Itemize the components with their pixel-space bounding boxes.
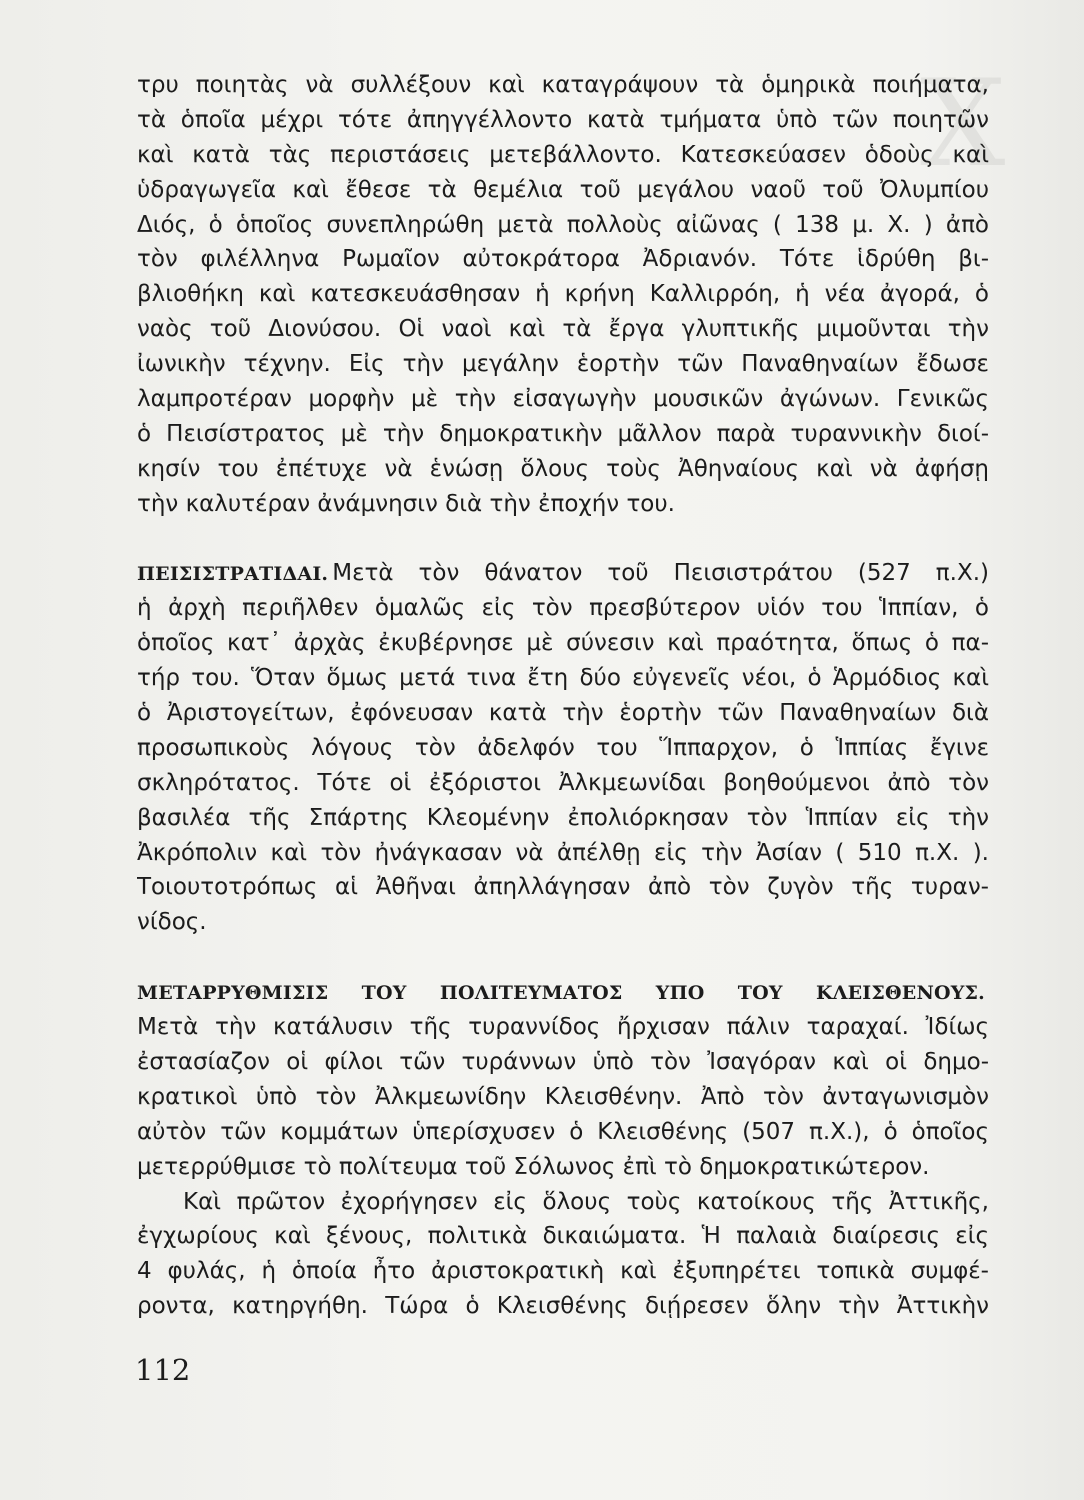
text-line: βλιοθήκη καὶ κατεσκευάσθησαν ἡ κρήνη Καλλιρρόη, ἡ νέα ἀγορά, ὁ [137, 281, 989, 308]
text-line: ἐγχωρίους καὶ ξένους, πολιτικὰ δικαιώματα. Ἡ παλαιὰ διαίρεσις εἰς [137, 1223, 989, 1250]
text-line: τὸν φιλέλληνα Ρωμαῖον αὐτοκράτορα Ἀδριανόν. Τότε ἱδρύθη βι- [137, 246, 989, 273]
text-line: κησίν του ἐπέτυχε νὰ ἑνώσῃ ὅλους τοὺς Ἀθηναίους καὶ νὰ ἀφήσῃ [137, 455, 989, 482]
text-line: ὁποῖος κατ᾽ ἀρχὰς ἐκυβέρνησε μὲ σύνεσιν καὶ πραότητα, ὅπως ὁ πα- [137, 630, 989, 657]
text-line: ἐστασίαζον οἱ φίλοι τῶν τυράννων ὑπὸ τὸν Ἰσαγόραν καὶ οἱ δημο- [137, 1048, 989, 1075]
text-line: κρατικοὶ ὑπὸ τὸν Ἀλκμεωνίδην Κλεισθένην. Ἀπὸ τὸν ἀνταγωνισμὸν [137, 1083, 989, 1110]
text-line: σκληρότατος. Τότε οἱ ἐξόριστοι Ἀλκμεωνίδαι βοηθούμενοι ἀπὸ τὸν [137, 769, 989, 796]
text-line: μετερρύθμισε τὸ πολίτευμα τοῦ Σόλωνος ἐπὶ τὸ δημοκρατικώτερον. [137, 1153, 930, 1180]
text-line: ὁ Πεισίστρατος μὲ τὴν δημοκρατικὴν μᾶλλον παρὰ τυραννικὴν διοί- [137, 420, 989, 447]
page-number: 112 [135, 1353, 191, 1387]
text-line: τὰ ὁποῖα μέχρι τότε ἀπηγγέλλοντο κατὰ τμήματα ὑπὸ τῶν ποιητῶν [137, 106, 989, 133]
text-line: τήρ του. Ὅταν ὅμως μετά τινα ἔτη δύο εὐγενεῖς νέοι, ὁ Ἁρμόδιος καὶ [137, 665, 989, 692]
section-first-line [137, 556, 989, 591]
text-line: Διός, ὁ ὁποῖος συνεπληρώθη μετὰ πολλοὺς αἰῶνας ( 138 μ. Χ. ) ἀπὸ [137, 211, 989, 238]
text-line: τὴν καλυτέραν ἀνάμνησιν διὰ τὴν ἐποχήν του. [137, 490, 675, 517]
text-line: Μετὰ τὸν θάνατον τοῦ Πεισιστράτου (527 π.Χ.) [332, 560, 989, 587]
section-heading-line [137, 975, 989, 1010]
text-line: 4 φυλάς, ἡ ὁποία ἦτο ἀριστοκρατικὴ καὶ ἐξυπηρέτει τοπικὰ συμφέ- [137, 1258, 989, 1285]
text-line: ναὸς τοῦ Διονύσου. Οἱ ναοὶ καὶ τὰ ἔργα γλυπτικῆς μιμοῦνται τὴν [137, 316, 989, 343]
bleed-through-letter: X [920, 55, 1006, 194]
text-line: καὶ κατὰ τὰς περιστάσεις μετεβάλλοντο. Κατεσκεύασεν ὁδοὺς καὶ [137, 141, 989, 168]
text-line: τρυ ποιητὰς νὰ συλλέξουν καὶ καταγράψουν τὰ ὁμηρικὰ ποιήματα, [137, 72, 989, 98]
text-line: ὑδραγωγεῖα καὶ ἔθεσε τὰ θεμέλια τοῦ μεγάλου ναοῦ τοῦ Ὀλυμπίου [137, 176, 989, 203]
paragraph-gap [137, 522, 989, 557]
text-line: Μετὰ τὴν κατάλυσιν τῆς τυραννίδος ἤρχισαν πάλιν ταραχαί. Ἰδίως [137, 1014, 989, 1041]
text-line: αὐτὸν τῶν κομμάτων ὑπερίσχυσεν ὁ Κλεισθένης (507 π.Χ.), ὁ ὁποῖος [137, 1118, 989, 1145]
text-line: Καὶ πρῶτον ἐχορήγησεν εἰς ὅλους τοὺς κατοίκους τῆς Ἀττικῆς, [183, 1188, 989, 1215]
section-heading-peisistratidai: ΠΕΙΣΙΣΤΡΑΤΙΔΑΙ. [137, 563, 329, 586]
text-line: προσωπικοὺς λόγους τὸν ἀδελφόν του Ἵππαρχον, ὁ Ἱππίας ἔγινε [137, 734, 989, 761]
paragraph-gap [137, 940, 989, 975]
section-heading-metarrythmisis: ΜΕΤΑΡΡΥΘΜΙΣΙΣ ΤΟΥ ΠΟΛΙΤΕΥΜΑΤΟΣ ΥΠΟ ΤΟΥ ΚΛΕΙΣΘΕΝΟΥΣ. [137, 982, 985, 1005]
main-text [137, 68, 989, 1324]
text-line: λαμπροτέραν μορφὴν μὲ τὴν εἰσαγωγὴν μουσικῶν ἀγώνων. Γενικῶς [137, 386, 989, 413]
text-line: βασιλέα τῆς Σπάρτης Κλεομένην ἐπολιόρκησαν τὸν Ἱππίαν εἰς τὴν [137, 804, 989, 831]
text-line: ὁ Ἀριστογείτων, ἐφόνευσαν κατὰ τὴν ἑορτὴν τῶν Παναθηναίων διὰ [137, 700, 989, 727]
text-line: Τοιουτοτρόπως αἱ Ἀθῆναι ἀπηλλάγησαν ἀπὸ τὸν ζυγὸν τῆς τυραν- [137, 874, 989, 901]
text-line: ἰωνικὴν τέχνην. Εἰς τὴν μεγάλην ἑορτὴν τῶν Παναθηναίων ἔδωσε [137, 351, 989, 378]
text-line: Ἀκρόπολιν καὶ τὸν ἠνάγκασαν νὰ ἀπέλθῃ εἰς τὴν Ἀσίαν ( 510 π.Χ. ). [137, 839, 989, 866]
text-line: νίδος. [137, 909, 207, 936]
text-line: ἡ ἀρχὴ περιῆλθεν ὁμαλῶς εἰς τὸν πρεσβύτερον υἱόν του Ἱππίαν, ὁ [137, 595, 989, 622]
text-line: ροντα, κατηργήθη. Τώρα ὁ Κλεισθένης διῄρεσεν ὅλην τὴν Ἀττικὴν [137, 1293, 989, 1320]
